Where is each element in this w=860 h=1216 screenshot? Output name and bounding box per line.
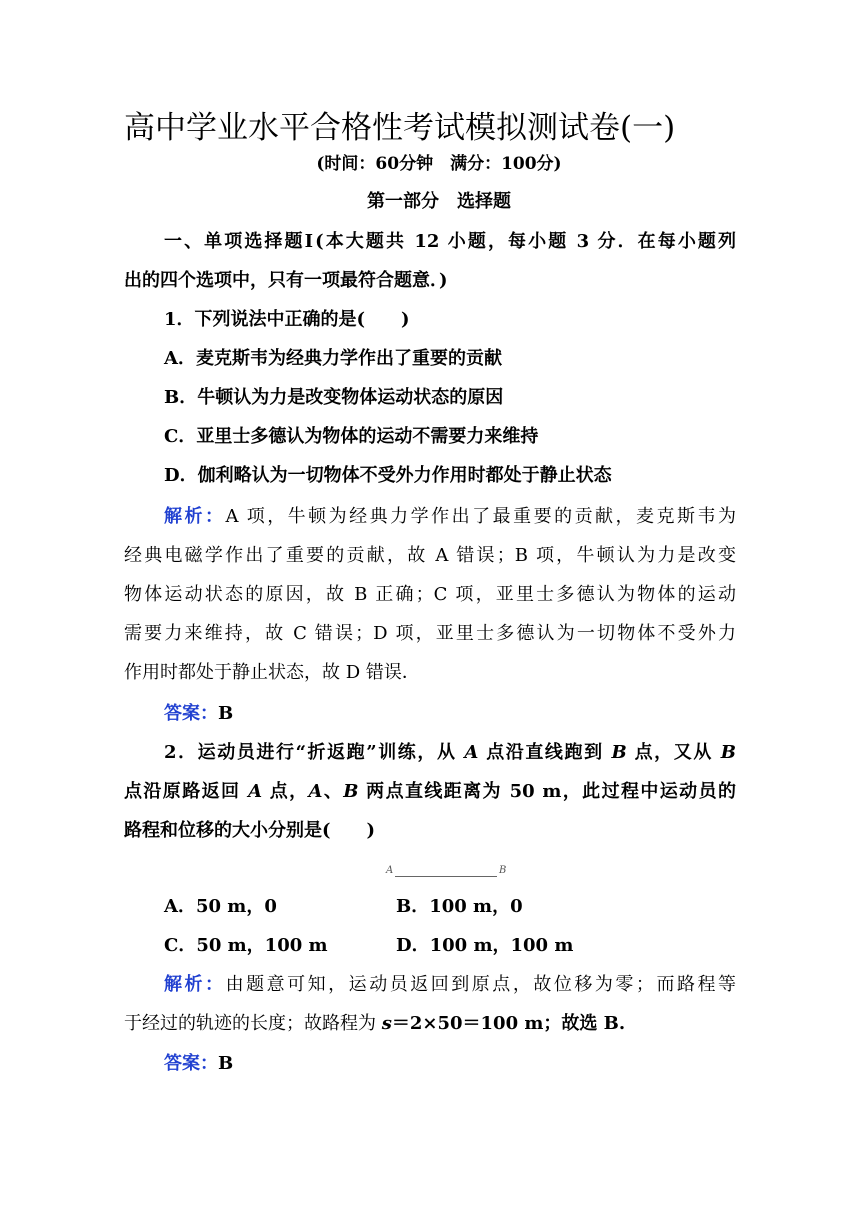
question-1-option-a: A．麦克斯韦为经典力学作出了重要的贡献 xyxy=(164,348,502,369)
question-1-option-c: C．亚里士多德认为物体的运动不需要力来维持 xyxy=(164,426,539,447)
question-1-option-b: B．牛顿认为力是改变物体运动状态的原因 xyxy=(164,387,504,408)
section-intro-line2: 出的四个选项中，只有一项最符合题意．) xyxy=(124,270,448,291)
question-2-stem-line1 xyxy=(124,741,736,765)
diagram-label-b: B xyxy=(499,865,507,876)
symbol-s: s xyxy=(381,1013,392,1034)
analysis-text: 由题意可知，运动员返回到原点，故位移为零；而路程等 xyxy=(225,974,737,995)
point-b: B xyxy=(343,781,359,802)
exam-meta: (时间：60分钟 满分：100分) xyxy=(316,154,562,174)
question-2-stem-line2 xyxy=(124,780,736,804)
point-a: A xyxy=(464,742,479,763)
stem-text: 、 xyxy=(322,781,344,802)
question-1-analysis-line4: 需要力来维持，故 C 错误；D 项，亚里士多德认为一切物体不受外力 xyxy=(124,623,736,644)
stem-text: 两点直线距离为 50 m，此过程中运动员的 xyxy=(358,781,736,802)
analysis-text: 于经过的轨迹的长度；故路程为 xyxy=(124,1013,382,1034)
diagram-label-a: A xyxy=(386,865,394,876)
analysis-label: 解析： xyxy=(164,974,226,995)
analysis-label: 解析： xyxy=(164,506,226,527)
question-2-answer xyxy=(164,1052,233,1076)
question-2-option-c: C．50 m，100 m xyxy=(164,935,328,956)
question-1-stem: 1．下列说法中正确的是( ) xyxy=(164,309,410,330)
question-1-analysis-line2: 经典电磁学作出了重要的贡献，故 A 错误；B 项，牛顿认为力是改变 xyxy=(124,545,736,566)
point-b: B xyxy=(611,742,627,763)
stem-text: 2．运动员进行“折返跑”训练，从 xyxy=(164,742,465,763)
answer-label: 答案： xyxy=(164,1053,218,1074)
part-heading: 第一部分 选择题 xyxy=(367,191,511,212)
point-a: A xyxy=(308,781,323,802)
stem-text: 点，又从 xyxy=(626,742,721,763)
question-2-analysis-line1 xyxy=(124,973,736,997)
question-2-option-b: B．100 m，0 xyxy=(396,896,523,917)
question-1-answer xyxy=(164,702,233,726)
question-1-analysis-line1 xyxy=(124,505,736,529)
stem-text: 点， xyxy=(262,781,309,802)
page-title: 高中学业水平合格性考试模拟测试卷(一) xyxy=(124,110,676,146)
question-1-analysis-line5: 作用时都处于静止状态，故 D 错误． xyxy=(124,662,420,683)
answer-value: B xyxy=(218,1053,234,1074)
question-2-stem-line3: 路程和位移的大小分别是( ) xyxy=(124,820,376,841)
section-heading: 一、单项选择题Ⅰ xyxy=(164,231,316,252)
section-intro-line1 xyxy=(124,230,736,254)
answer-label: 答案： xyxy=(164,703,218,724)
question-2-option-a: A．50 m，0 xyxy=(164,896,277,917)
analysis-text: A 项，牛顿为经典力学作出了最重要的贡献，麦克斯韦为 xyxy=(225,506,737,527)
point-a: A xyxy=(248,781,263,802)
answer-value: B xyxy=(218,703,234,724)
question-2-option-d: D．100 m，100 m xyxy=(396,935,574,956)
analysis-text: ＝2×50＝100 m；故选 B. xyxy=(391,1013,626,1034)
stem-text: 点沿直线跑到 xyxy=(478,742,612,763)
point-b: B xyxy=(720,742,736,763)
question-1-analysis-line3: 物体运动状态的原因，故 B 正确；C 项，亚里士多德认为物体的运动 xyxy=(124,584,736,605)
track-diagram xyxy=(386,864,510,880)
track-line xyxy=(395,876,497,877)
stem-text: 点沿原路返回 xyxy=(124,781,249,802)
question-2-analysis-line2 xyxy=(124,1012,625,1036)
section-description: (本大题共 12 小题，每小题 3 分．在每小题列 xyxy=(315,231,737,252)
question-1-option-d: D．伽利略认为一切物体不受外力作用时都处于静止状态 xyxy=(164,465,612,486)
